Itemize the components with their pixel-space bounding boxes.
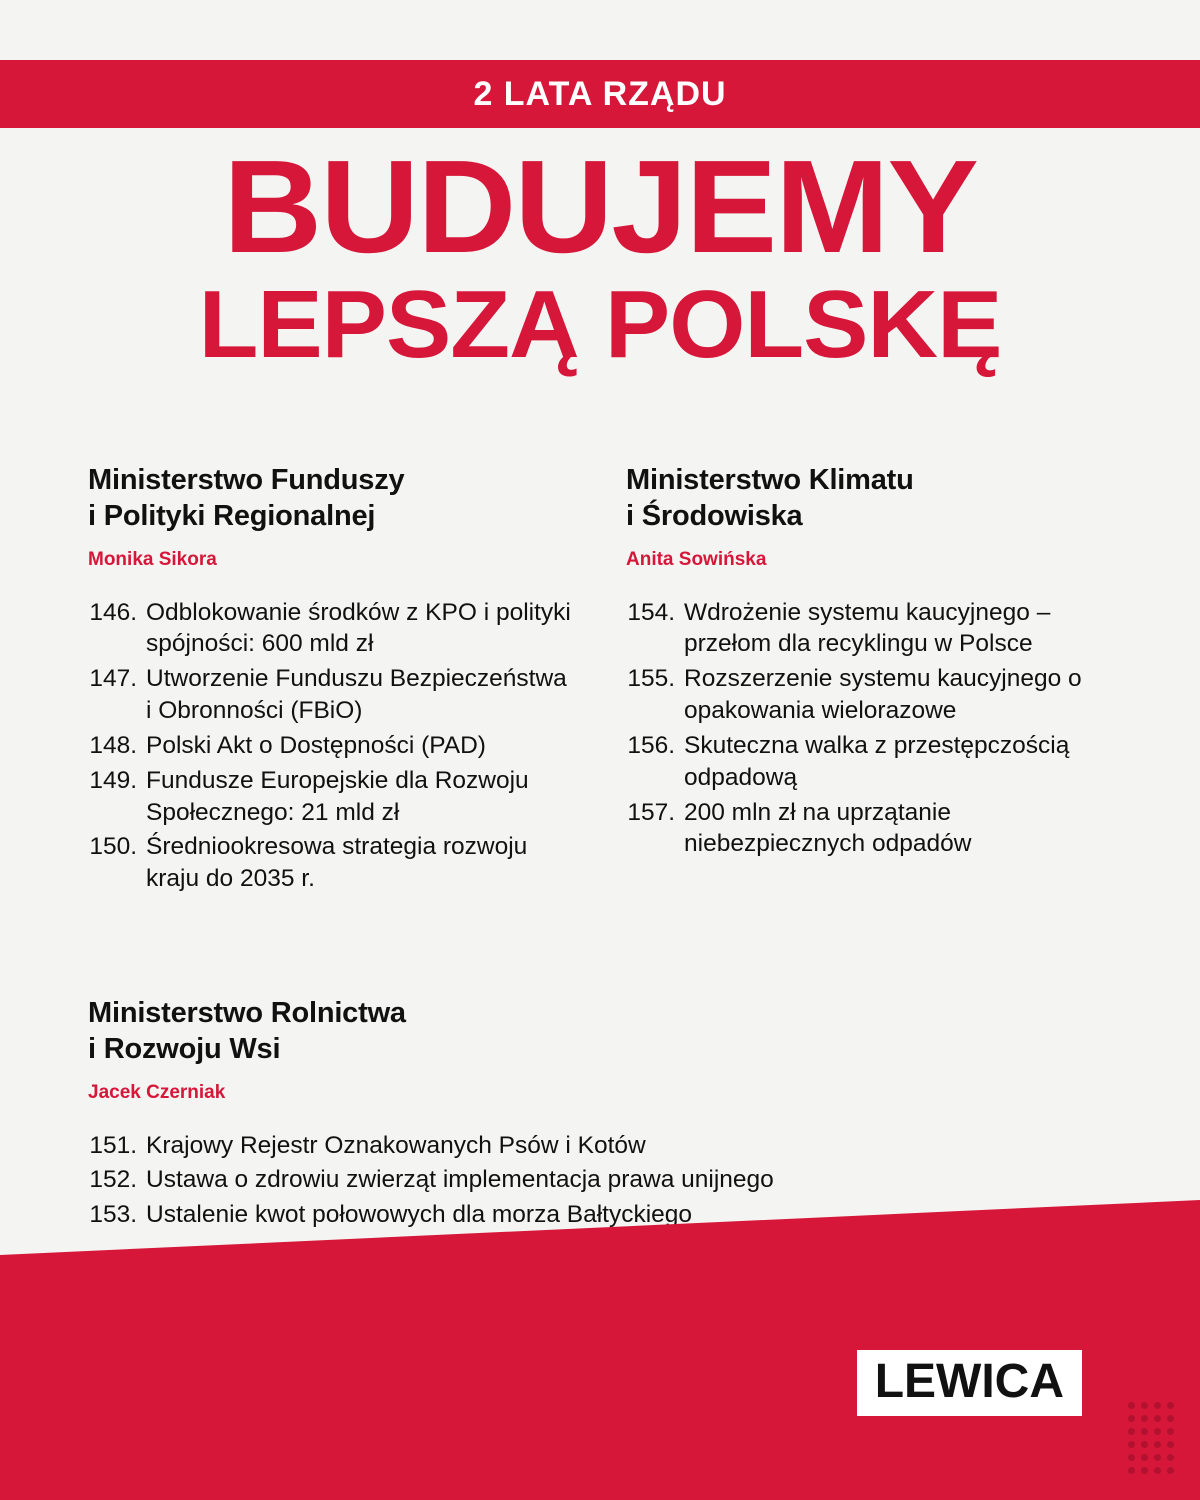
item-list (626, 597, 1112, 861)
item-list (88, 597, 574, 896)
minister-name: Anita Sowińska (626, 548, 767, 570)
item-text: Odblokowanie środków z KPO i polityki spójności: 600 mld zł (146, 598, 571, 658)
ministry-title-line-2: i Rozwoju Wsi (88, 1033, 281, 1066)
list-item (88, 1164, 1112, 1196)
headline (0, 133, 1200, 379)
item-number: 153. (89, 1201, 137, 1229)
item-text: Wdrożenie systemu kaucyjnego – przełom dla recyklingu w Polsce (684, 598, 1051, 658)
lewica-logo (857, 1350, 1082, 1416)
list-item (88, 663, 574, 727)
item-number: 149. (89, 766, 137, 794)
item-number: 151. (89, 1131, 137, 1159)
item-text: Ustawa o zdrowiu zwierząt implementacja prawa unijnego (146, 1166, 774, 1194)
list-item (626, 663, 1112, 727)
headline-line-1: BUDUJEMY (223, 133, 977, 280)
list-item (626, 730, 1112, 794)
section-agriculture (0, 995, 1200, 1234)
list-item (88, 597, 574, 661)
item-text: Rozszerzenie systemu kaucyjnego o opakowania wielorazowe (684, 665, 1082, 725)
ministry-title-line-1: Ministerstwo Funduszy (88, 464, 405, 496)
top-banner (0, 60, 1200, 128)
ministry-title (88, 995, 1112, 1068)
item-text: Fundusze Europejskie dla Rozwoju Społecznego: 21 mld zł (146, 766, 529, 826)
minister-name: Monika Sikora (88, 548, 217, 570)
item-number: 148. (89, 731, 137, 759)
item-number: 147. (89, 665, 137, 693)
list-item (88, 730, 574, 762)
item-number: 155. (627, 665, 675, 693)
ministry-title-line-2: i Polityki Regionalnej (88, 500, 376, 533)
item-number: 157. (627, 798, 675, 826)
item-text: Utworzenie Funduszu Bezpieczeństwa i Obronności (FBiO) (146, 665, 567, 725)
ministry-title-line-2: i Środowiska (626, 500, 803, 533)
headline-line-2: LEPSZĄ POLSKĘ (198, 271, 1002, 379)
ministry-title (88, 462, 574, 535)
item-number: 154. (627, 598, 675, 626)
list-item (88, 765, 574, 829)
item-text: 200 mln zł na uprzątanie niebezpiecznych odpadów (684, 798, 972, 858)
list-item (626, 597, 1112, 661)
ministry-title-line-1: Ministerstwo Rolnictwa (88, 997, 406, 1029)
dot-pattern-icon (1128, 1402, 1174, 1474)
list-item (626, 797, 1112, 861)
minister-name: Jacek Czerniak (88, 1081, 226, 1103)
list-item (88, 1130, 1112, 1162)
banner-title: 2 LATA RZĄDU (473, 74, 727, 113)
item-text: Średniookresowa strategia rozwoju kraju do 2035 r. (146, 833, 528, 893)
item-number: 146. (89, 598, 137, 626)
list-item (88, 831, 574, 895)
item-text: Ustalenie kwot połowowych dla morza Bałtyckiego (146, 1201, 693, 1229)
section-climate (626, 462, 1112, 898)
item-text: Krajowy Rejestr Oznakowanych Psów i Kotów (146, 1131, 646, 1159)
logo-text: LEWICA (874, 1355, 1064, 1408)
ministry-title (626, 462, 1112, 535)
item-text: Polski Akt o Dostępności (PAD) (146, 731, 486, 759)
item-number: 156. (627, 731, 675, 759)
item-number: 150. (89, 833, 137, 861)
item-text: Skuteczna walka z przestępczością odpadową (684, 731, 1070, 791)
item-number: 152. (89, 1166, 137, 1194)
columns (0, 462, 1200, 898)
ministry-title-line-1: Ministerstwo Klimatu (626, 464, 914, 496)
section-funds (88, 462, 574, 898)
